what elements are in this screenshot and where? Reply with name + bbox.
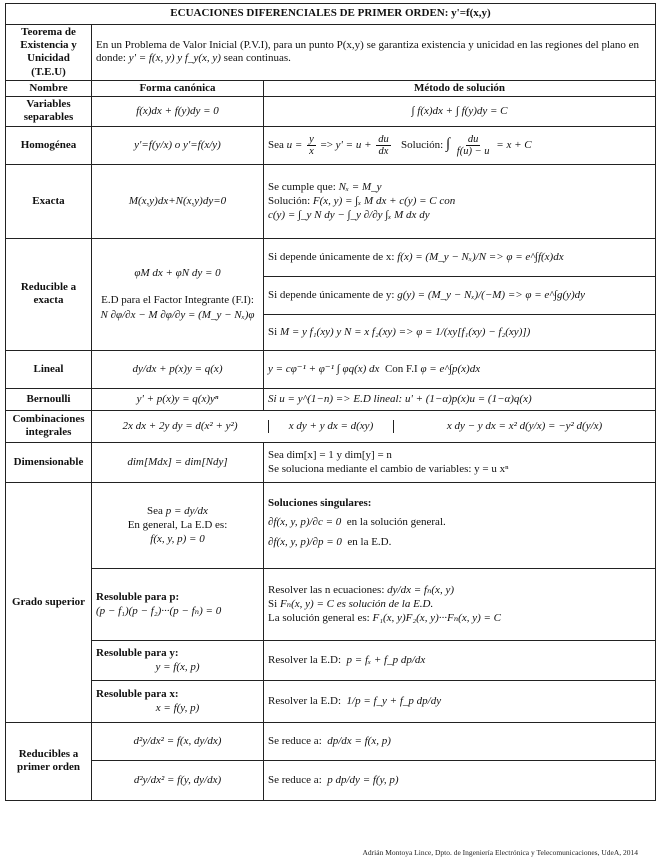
grado-f1-eq: f(x, y, p) = 0 bbox=[150, 533, 205, 546]
grado-singular bbox=[264, 482, 656, 568]
reducibles-m1-label: Se reduce a: bbox=[268, 734, 322, 747]
combinaciones-name: Combinaciones integrales bbox=[6, 410, 92, 442]
grado-r3-form bbox=[92, 680, 264, 722]
grado-r1-title: Resoluble para p: bbox=[96, 590, 180, 603]
dimensionable-l2: Se soluciona mediante el cambio de variables: y = u xⁿ bbox=[268, 462, 509, 475]
grado-r2-form bbox=[92, 640, 264, 680]
exacta-name: Exacta bbox=[6, 164, 92, 238]
grado-r3-label: Resolver la E.D: bbox=[268, 694, 342, 707]
exacta-form: M(x,y)dx+N(x,y)dy=0 bbox=[92, 164, 264, 238]
separables-method: ∫ f(x)dx + ∫ f(y)dy = C bbox=[264, 96, 656, 126]
reducibles-m2: p dp/dy = f(y, p) bbox=[327, 773, 399, 786]
grado-f1-p: p = dy/dx bbox=[165, 504, 208, 517]
grado-s-title: Soluciones singulares: bbox=[268, 497, 372, 510]
teu-formula: y' = f(x, y) y f_y(x, y) bbox=[128, 52, 221, 65]
exacta-l3: c(y) = ∫_y N dy − ∫_y ∂/∂y ∫ₓ M dx dy bbox=[268, 209, 430, 222]
homogenea-name: Homogénea bbox=[6, 126, 92, 164]
homogenea-int-den: f(u) − u bbox=[456, 145, 490, 157]
exacta-l2-label: Solución: bbox=[268, 194, 311, 207]
grado-r1-m2: Fₙ(x, y) = C es solución de la E.D. bbox=[279, 597, 434, 610]
grado-r1-m1-label: Resolver las n ecuaciones: bbox=[268, 583, 385, 596]
reducibles-f1: d²y/dx² = f(x, dy/dx) bbox=[92, 722, 264, 760]
exacta-l1-label: Se cumple que: bbox=[268, 180, 336, 193]
reducible-m3-label: Si bbox=[268, 325, 278, 338]
grado-r2-m: p = fₓ + f_p dp/dx bbox=[346, 653, 426, 666]
grado-s2: ∂f(x, y, p)/∂p = 0 bbox=[268, 535, 342, 548]
combinaciones-c1: 2x dx + 2y dy = d(x² + y²) bbox=[92, 420, 269, 433]
reducible-form2-label: E.D para el Factor Integrante (F.I): bbox=[101, 294, 254, 307]
grado-r2-eq: y = f(x, p) bbox=[155, 660, 200, 673]
grado-r1-m3: F₁(x, y)F₂(x, y)···Fₙ(x, y) = C bbox=[372, 612, 502, 625]
reducibles-m2-label: Se reduce a: bbox=[268, 773, 322, 786]
header-form: Forma canónica bbox=[92, 80, 264, 96]
homogenea-yprime: y' = u + bbox=[335, 138, 372, 151]
homogenea-sub-num: y bbox=[309, 133, 314, 145]
grado-r3-eq: x = f(y, p) bbox=[155, 701, 200, 714]
separables-form: f(x)dx + f(y)dy = 0 bbox=[92, 96, 264, 126]
author-footer: Adrián Montoya Lince, Dpto. de Ingeniería Electrónica y Telecomunicaciones, UdeA, 2014 bbox=[362, 848, 638, 857]
homogenea-du: du bbox=[378, 133, 389, 145]
dimensionable-l1: Sea dim[x] = 1 y dim[y] = n bbox=[268, 448, 392, 461]
separables-name: Variables separables bbox=[6, 96, 92, 126]
reducible-m3 bbox=[264, 314, 656, 350]
grado-s1: ∂f(x, y, p)/∂c = 0 bbox=[268, 516, 342, 529]
lineal-name: Lineal bbox=[6, 350, 92, 388]
reducibles-m1: dp/dx = f(x, p) bbox=[327, 734, 391, 747]
lineal-method-formula: y = cφ⁻¹ + φ⁻¹ ∫ φq(x) dx bbox=[268, 362, 380, 375]
teu-text-a: En un Problema de Valor Inicial (P.V.I), para un punto P(x,y) se garantiza existencia y unicidad en las regiones del plano en donde: bbox=[96, 39, 640, 65]
combinaciones-c3: x dy − y dx = x² d(y/x) = −y² d(y/x) bbox=[446, 419, 603, 432]
reducible-m3-formula: M = y f₁(xy) y N = x f₂(xy) => φ = 1/(xy[f₁(xy) − f₂(xy)]) bbox=[279, 325, 531, 338]
grado-r3-method bbox=[264, 680, 656, 722]
grado-f1-gen: En general, La E.D es: bbox=[127, 518, 228, 531]
homogenea-int-frac bbox=[455, 134, 492, 157]
bernoulli-form: y' + p(x)y = q(x)yⁿ bbox=[92, 388, 264, 410]
reducible-form2: N ∂φ/∂x − M ∂φ/∂y = (M_y − Nₓ)φ bbox=[100, 308, 255, 321]
grado-r3-title: Resoluble para x: bbox=[96, 687, 179, 700]
homogenea-dx: dx bbox=[378, 145, 389, 157]
grado-r2-title: Resoluble para y: bbox=[96, 646, 179, 659]
reducible-form1: φM dx + φN dy = 0 bbox=[134, 267, 221, 280]
homogenea-du-frac bbox=[376, 134, 391, 157]
reducible-name: Reducible a exacta bbox=[6, 238, 92, 350]
reducible-m1 bbox=[264, 238, 656, 276]
header-name: Nombre bbox=[6, 80, 92, 96]
grado-r2-method bbox=[264, 640, 656, 680]
exacta-method bbox=[264, 164, 656, 238]
lineal-method bbox=[264, 350, 656, 388]
page-title: ECUACIONES DIFERENCIALES DE PRIMER ORDEN: y'=f(x,y) bbox=[6, 4, 656, 25]
reducible-m1-label: Si depende únicamente de x: bbox=[268, 250, 395, 263]
combinaciones-inner bbox=[92, 420, 655, 433]
exacta-l2: F(x, y) = ∫ₓ M dx + c(y) = C con bbox=[312, 194, 456, 207]
homogenea-int-rhs: = x + C bbox=[496, 138, 532, 151]
equations-table bbox=[5, 3, 656, 801]
grado-s2-txt: en la E.D. bbox=[347, 535, 392, 548]
reducibles-m2-cell bbox=[264, 760, 656, 800]
homogenea-sub-frac bbox=[307, 134, 316, 157]
homogenea-sub-lhs: u = bbox=[286, 138, 303, 151]
teu-text bbox=[92, 25, 656, 81]
dimensionable-method bbox=[264, 442, 656, 482]
grado-f1-sea: Sea bbox=[147, 504, 163, 517]
grado-s1-txt: en la solución general. bbox=[346, 516, 446, 529]
grado-r1-form bbox=[92, 568, 264, 640]
grado-r2-label: Resolver la E.D: bbox=[268, 653, 342, 666]
grado-r1-m2-label: Si bbox=[268, 597, 278, 610]
grado-form1 bbox=[92, 482, 264, 568]
bernoulli-name: Bernoulli bbox=[6, 388, 92, 410]
homogenea-method bbox=[264, 126, 656, 164]
header-method: Método de solución bbox=[264, 80, 656, 96]
lineal-fi: φ = e^∫p(x)dx bbox=[420, 362, 481, 375]
homogenea-arrow: => bbox=[320, 138, 333, 151]
reducible-m2-formula: g(y) = (M_y − Nₓ)/(−M) => φ = e^∫g(y)dy bbox=[397, 288, 586, 301]
bernoulli-method: Si u = y^(1−n) => E.D lineal: u' + (1−α)p(x)u = (1−α)q(x) bbox=[264, 388, 656, 410]
grado-r1-method bbox=[264, 568, 656, 640]
teu-name: Teorema de Existencia y Unicidad (T.E.U) bbox=[6, 25, 92, 81]
teu-text-b: sean continuas. bbox=[223, 52, 291, 65]
dimensionable-name: Dimensionable bbox=[6, 442, 92, 482]
lineal-form: dy/dx + p(x)y = q(x) bbox=[92, 350, 264, 388]
homogenea-form: y'=f(y/x) o y'=f(x/y) bbox=[92, 126, 264, 164]
combinaciones-c2: x dy + y dx = d(xy) bbox=[269, 420, 394, 433]
homogenea-int-num: du bbox=[467, 133, 479, 145]
reducible-m1-formula: f(x) = (M_y − Nₓ)/N => φ = e^∫f(x)dx bbox=[397, 250, 564, 263]
grado-r1-eq: (p − f₁)(p − f₂)···(p − fₙ) = 0 bbox=[96, 604, 222, 617]
grado-r1-m3-label: La solución general es: bbox=[268, 612, 370, 625]
grado-r1-m1: dy/dx = fₙ(x, y) bbox=[387, 583, 454, 596]
reducibles-f2: d²y/dx² = f(y, dy/dx) bbox=[92, 760, 264, 800]
reducible-m2-label: Si depende únicamente de y: bbox=[268, 288, 395, 301]
lineal-fi-label: Con F.I bbox=[384, 362, 418, 375]
reducibles-m1-cell bbox=[264, 722, 656, 760]
equations-sheet bbox=[5, 3, 655, 801]
homogenea-sub-den: x bbox=[309, 145, 314, 157]
homogenea-integral-sign: ∫ bbox=[445, 135, 451, 152]
reducible-form bbox=[92, 238, 264, 350]
reducible-m2 bbox=[264, 276, 656, 314]
homogenea-sea: Sea bbox=[268, 138, 284, 151]
combinaciones-cells bbox=[92, 410, 656, 442]
grado-name: Grado superior bbox=[6, 482, 92, 722]
exacta-l1: Nₓ = M_y bbox=[338, 180, 382, 193]
grado-r3-m: 1/p = f_y + f_p dp/dy bbox=[346, 694, 442, 707]
homogenea-solucion: Solución: bbox=[401, 138, 444, 151]
dimensionable-form: dim[Mdx] = dim[Ndy] bbox=[92, 442, 264, 482]
reducibles-name: Reducibles a primer orden bbox=[6, 722, 92, 800]
